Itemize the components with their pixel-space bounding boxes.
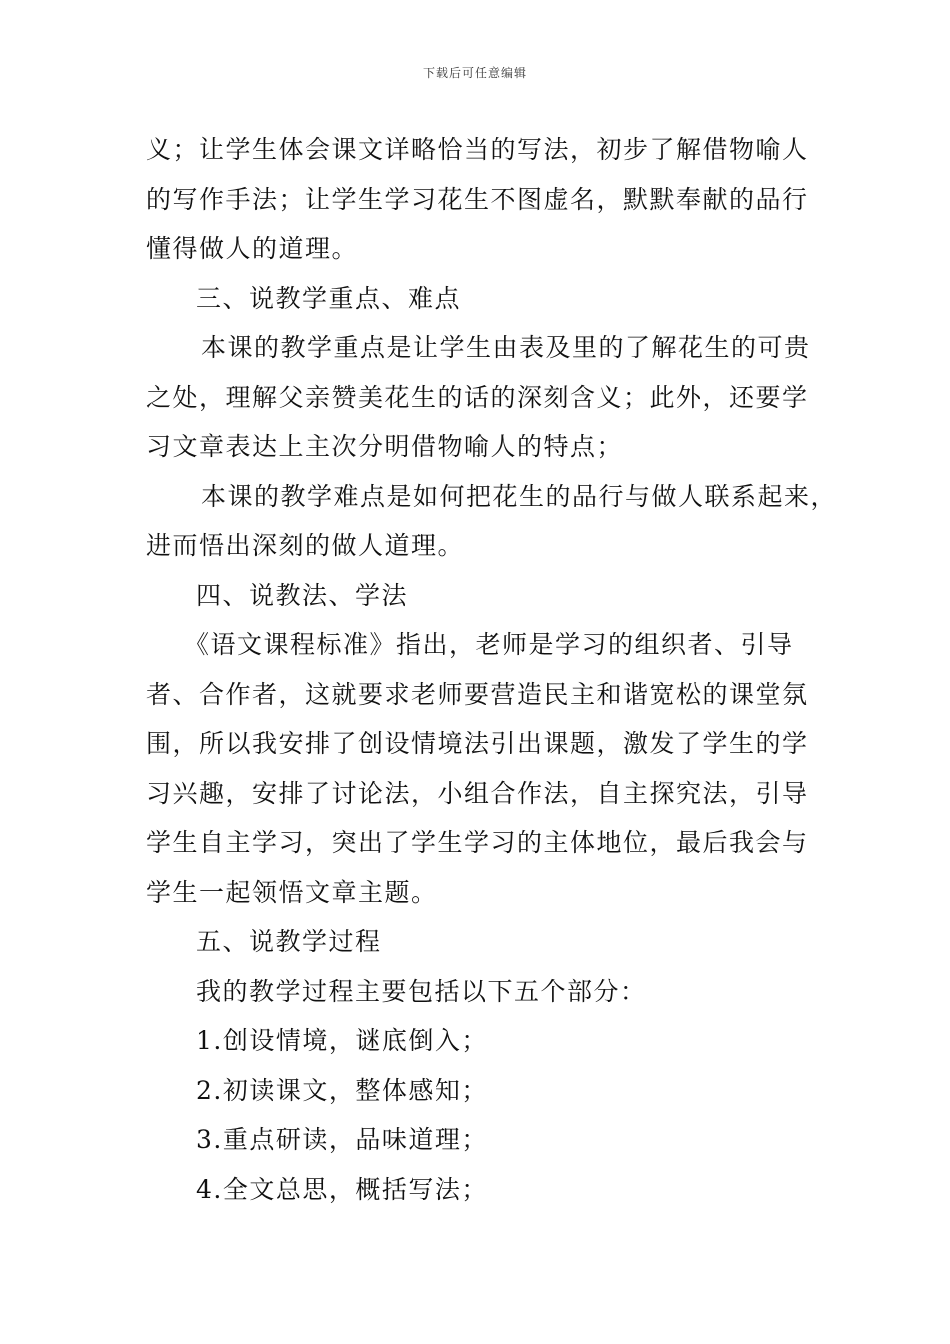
text-line: 者、合作者，这就要求老师要营造民主和谐宽松的课堂氛 [146,679,809,709]
text-line: 义；让学生体会课文详略恰当的写法，初步了解借物喻人 [146,135,809,164]
text-line: 懂得做人的道理。 [146,234,359,263]
text-line: 进而悟出深刻的做人道理。 [146,531,465,560]
text-line: 我的教学过程主要包括以下五个部分： [196,976,647,1006]
text-line: 学生自主学习，突出了学生学习的主体地位，最后我会与 [146,828,809,857]
page-header: 下载后可任意编辑 [422,66,527,80]
text-line: 之处，理解父亲赞美花生的话的深刻含义；此外，还要学 [146,382,809,412]
list-item: 3.重点研读，品味道理； [196,1125,488,1154]
text-line: 《语文课程标准》指出，老师是学习的组织者、引导 [184,630,794,659]
text-line: 围，所以我安排了创设情境法引出课题，激发了学生的学 [146,729,809,758]
text-line: 本课的教学难点是如何把花生的品行与做人联系起来， [201,481,838,511]
document-body [146,125,836,1214]
text-line: 习文章表达上主次分明借物喻人的特点； [146,432,624,461]
section-heading: 五、说教学过程 [196,927,382,956]
section-heading: 三、说教学重点、难点 [196,283,462,313]
text-line: 本课的教学重点是让学生由表及里的了解花生的可贵 [201,333,811,362]
list-item: 4.全文总思，概括写法； [196,1174,488,1204]
text-line: 习兴趣，安排了讨论法，小组合作法，自主探究法，引导 [146,778,809,808]
text-line: 的写作手法；让学生学习花生不图虚名，默默奉献的品行 [146,184,809,214]
text-line: 学生一起领悟文章主题。 [146,877,438,907]
list-item: 1.创设情境，谜底倒入； [196,1026,488,1055]
section-heading: 四、说教法、学法 [196,580,409,610]
list-item: 2.初读课文，整体感知； [196,1075,488,1105]
